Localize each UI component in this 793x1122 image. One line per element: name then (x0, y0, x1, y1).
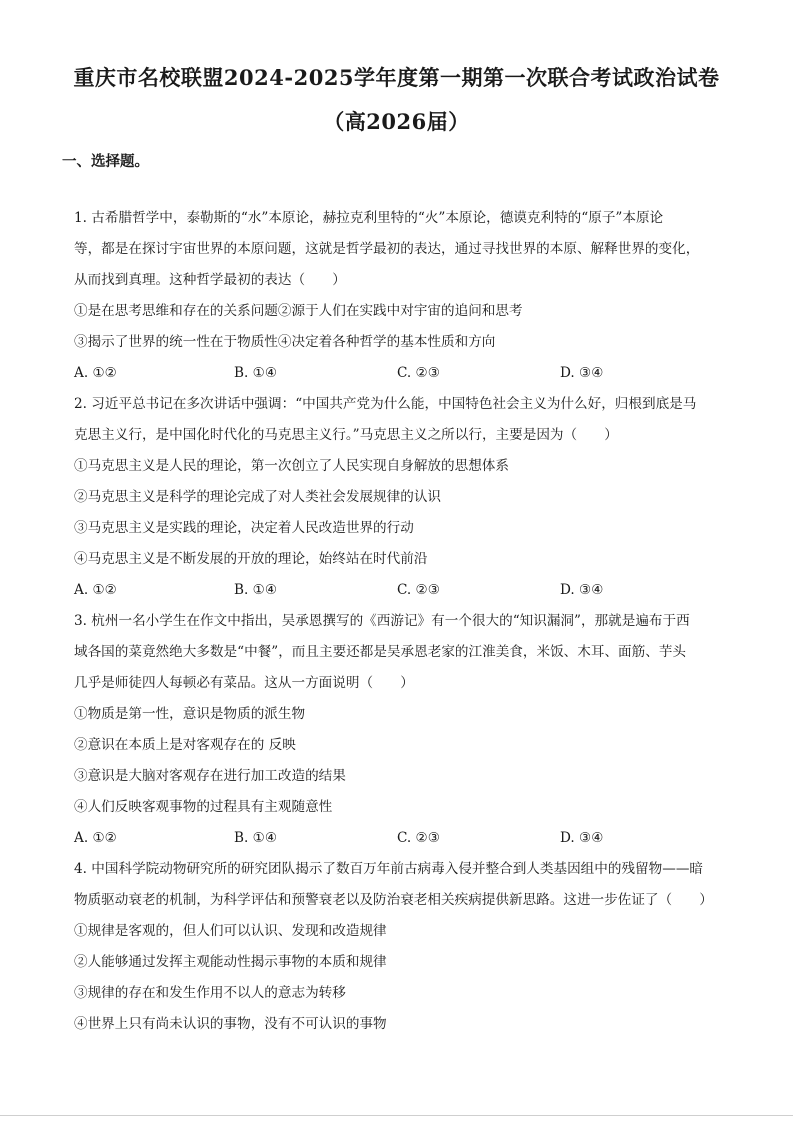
q3-statement-4: ④人们反映客观事物的过程具有主观随意性 (74, 799, 333, 815)
q3-option-d: D. ③④ (560, 830, 604, 846)
q2-options (74, 580, 734, 600)
q3-option-b: B. ①④ (234, 830, 278, 846)
q4-stem-line-2: 物质驱动衰老的机制，为科学评估和预警衰老以及防治衰老相关疾病提供新思路。这进一步佐证了（ ） (74, 892, 713, 908)
q2-option-b: B. ①④ (234, 582, 278, 598)
q2-option-a: A. ①② (74, 582, 117, 598)
q3-stem-line-3: 几乎是师徒四人每顿必有菜品。这从一方面说明（ ） (74, 675, 414, 691)
q2-statement-2: ②马克思主义是科学的理论完成了对人类社会发展规律的认识 (74, 489, 442, 505)
q1-statement-1: ①是在思考思维和存在的关系问题②源于人们在实践中对宇宙的追问和思考 (74, 303, 523, 319)
q2-stem-line-1: 2. 习近平总书记在多次讲话中强调：“中国共产党为什么能，中国特色社会主义为什么好，归根到底是马 (74, 396, 697, 412)
page-bottom-divider (0, 1115, 793, 1116)
q4-statement-1: ①规律是客观的，但人们可以认识、发现和改造规律 (74, 923, 387, 939)
q4-statement-2: ②人能够通过发挥主观能动性揭示事物的本质和规律 (74, 954, 387, 970)
q3-statement-1: ①物质是第一性，意识是物质的派生物 (74, 706, 306, 722)
q1-option-a: A. ①② (74, 365, 117, 381)
q3-statement-3: ③意识是大脑对客观存在进行加工改造的结果 (74, 768, 346, 784)
q3-statement-2: ②意识在本质上是对客观存在的 反映 (74, 737, 296, 753)
q1-options (74, 363, 734, 383)
q4-stem-line-1: 4. 中国科学院动物研究所的研究团队揭示了数百万年前古病毒入侵并整合到人类基因组中的残留物——暗 (74, 861, 704, 877)
q2-statement-4: ④马克思主义是不断发展的开放的理论，始终站在时代前沿 (74, 551, 428, 567)
q2-option-d: D. ③④ (560, 582, 604, 598)
q2-stem-line-2: 克思主义行，是中国化时代化的马克思主义行。”马克思主义之所以行，主要是因为（ ） (74, 427, 618, 443)
q3-stem-line-1: 3. 杭州一名小学生在作文中指出，吴承恩撰写的《西游记》有一个很大的“知识漏洞”，那就是遍布于西 (74, 613, 690, 629)
q1-stem-line-3: 从而找到真理。这种哲学最初的表达（ ） (74, 272, 346, 288)
q2-statement-3: ③马克思主义是实践的理论，决定着人民改造世界的行动 (74, 520, 414, 536)
section-heading: 一、选择题。 (62, 153, 149, 170)
exam-subtitle: （高2026届） (323, 109, 470, 134)
q1-option-d: D. ③④ (560, 365, 604, 381)
q3-option-a: A. ①② (74, 830, 117, 846)
q2-statement-1: ①马克思主义是人民的理论，第一次创立了人民实现自身解放的思想体系 (74, 458, 509, 474)
q4-statement-4: ④世界上只有尚未认识的事物，没有不可认识的事物 (74, 1016, 387, 1032)
q3-option-c: C. ②③ (397, 830, 440, 846)
q1-stem-line-2: 等，都是在探讨宇宙世界的本原问题，这就是哲学最初的表达，通过寻找世界的本原、解释世界的变化， (74, 241, 700, 257)
q1-option-c: C. ②③ (397, 365, 440, 381)
q1-option-b: B. ①④ (234, 365, 278, 381)
exam-title: 重庆市名校联盟2024-2025学年度第一期第一次联合考试政治试卷 (73, 65, 720, 90)
q1-stem-line-1: 1. 古希腊哲学中，泰勒斯的“水”本原论，赫拉克利里特的“火”本原论，德谟克利特的“原子”本原论 (74, 210, 664, 226)
q4-statement-3: ③规律的存在和发生作用不以人的意志为转移 (74, 985, 346, 1001)
q2-option-c: C. ②③ (397, 582, 440, 598)
q1-statement-2: ③揭示了世界的统一性在于物质性④决定着各种哲学的基本性质和方向 (74, 334, 496, 350)
q3-options (74, 828, 734, 848)
q3-stem-line-2: 域各国的菜竟然绝大多数是“中餐”，而且主要还都是吴承恩老家的江淮美食，米饭、木耳、面筋、芋头 (74, 644, 687, 660)
